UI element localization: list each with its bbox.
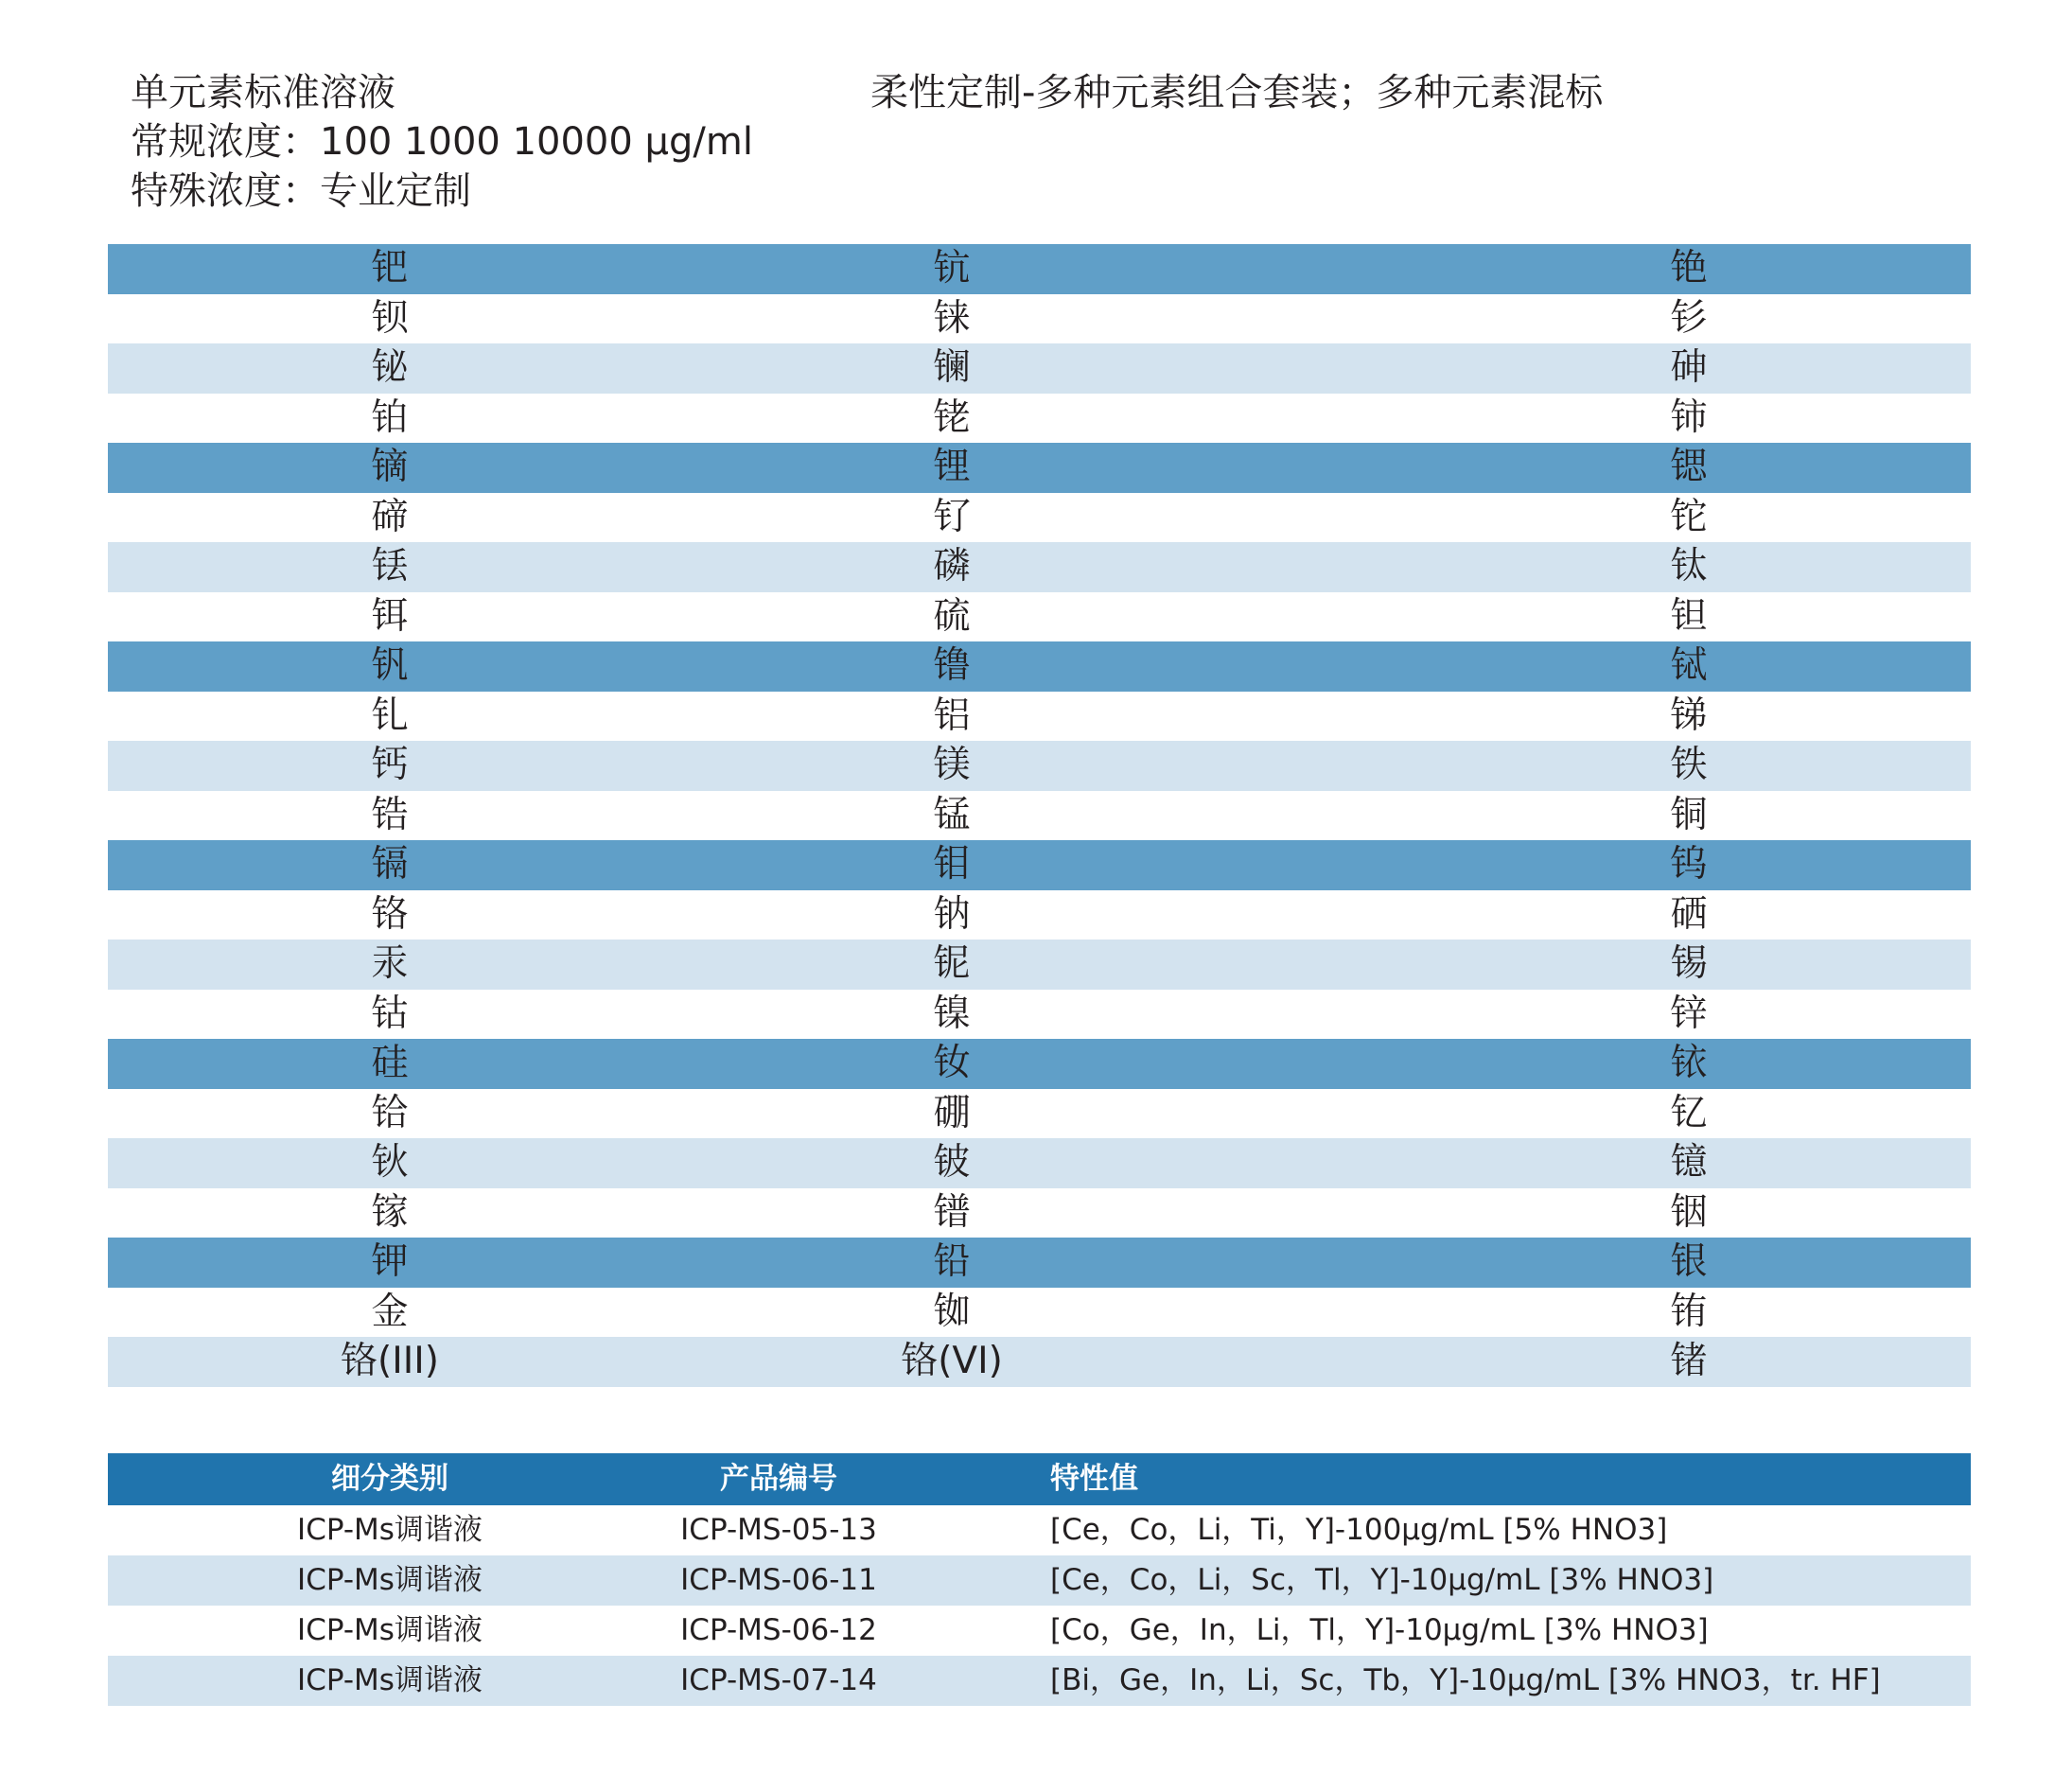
element-cell: 碲 xyxy=(371,495,409,538)
product-characteristic: [Co，Ge，In，Li，Tl，Y]-10μg/mL [3% HNO3] xyxy=(1050,1613,1709,1647)
element-cell: 铱 xyxy=(1670,1042,1708,1084)
product-category: ICP-Ms调谐液 xyxy=(297,1613,483,1647)
element-cell: 钐 xyxy=(1670,296,1708,340)
element-cell: 钨 xyxy=(1670,843,1708,886)
product-row xyxy=(108,1555,1971,1606)
element-cell: 钠 xyxy=(933,892,971,936)
element-cell: 钼 xyxy=(933,843,971,886)
element-cell: 锗 xyxy=(1670,1340,1708,1382)
element-cell: 铒 xyxy=(371,594,409,638)
element-cell: 锌 xyxy=(1670,992,1708,1035)
element-cell: 砷 xyxy=(1670,346,1708,389)
element-cell: 锰 xyxy=(933,793,971,836)
element-cell: 钕 xyxy=(933,1042,971,1084)
element-cell: 镍 xyxy=(933,992,971,1035)
element-cell: 钴 xyxy=(371,992,409,1035)
element-cell: 钆 xyxy=(371,694,409,737)
header-regular-concentration: 常规浓度：100 1000 10000 μg/ml xyxy=(131,120,753,164)
element-row xyxy=(108,1238,1971,1288)
product-code: ICP-MS-06-12 xyxy=(680,1613,877,1647)
header-title: 单元素标准溶液 xyxy=(131,71,395,114)
element-cell: 铪 xyxy=(371,1091,409,1134)
element-cell: 硫 xyxy=(933,594,971,638)
header-special-concentration: 特殊浓度：专业定制 xyxy=(131,169,471,213)
element-cell: 钪 xyxy=(933,247,971,290)
element-cell: 铷 xyxy=(933,1290,971,1333)
element-cell: 镁 xyxy=(933,744,971,786)
element-cell: 硒 xyxy=(1670,892,1708,936)
element-cell: 钌 xyxy=(933,495,971,538)
element-cell: 铅 xyxy=(933,1240,971,1283)
header-characteristic: 特性值 xyxy=(1050,1462,1138,1496)
element-cell: 镨 xyxy=(933,1190,971,1234)
product-code: ICP-MS-05-13 xyxy=(680,1513,877,1547)
header-right xyxy=(870,68,1603,117)
element-cell: 钯 xyxy=(371,247,409,290)
element-row xyxy=(108,641,1971,692)
product-row xyxy=(108,1505,1971,1555)
element-row xyxy=(108,741,1971,791)
element-cell: 铬 xyxy=(371,892,409,936)
product-category: ICP-Ms调谐液 xyxy=(297,1513,483,1547)
element-cell: 磷 xyxy=(933,545,971,588)
element-cell: 铈 xyxy=(1670,395,1708,439)
element-cell: 钇 xyxy=(1670,1091,1708,1134)
element-cell: 铝 xyxy=(933,694,971,737)
element-row xyxy=(108,990,1971,1040)
element-cell: 镥 xyxy=(933,644,971,687)
element-cell: 锆 xyxy=(371,793,409,836)
element-cell: 镓 xyxy=(371,1190,409,1234)
element-cell: 铽 xyxy=(1670,644,1708,687)
header-left xyxy=(131,68,753,216)
element-cell: 铬(VI) xyxy=(901,1340,1003,1382)
product-code: ICP-MS-06-11 xyxy=(680,1563,877,1597)
product-category: ICP-Ms调谐液 xyxy=(297,1563,483,1597)
element-cell: 锶 xyxy=(1670,446,1708,488)
element-cell: 铑 xyxy=(933,395,971,439)
header-product-code: 产品编号 xyxy=(720,1462,837,1496)
product-row xyxy=(108,1606,1971,1656)
element-cell: 镧 xyxy=(933,346,971,389)
element-cell: 铌 xyxy=(933,942,971,985)
element-cell: 锡 xyxy=(1670,942,1708,985)
element-cell: 铁 xyxy=(1670,744,1708,786)
element-cell: 钾 xyxy=(371,1240,409,1283)
element-cell: 金 xyxy=(371,1290,409,1333)
element-cell: 钙 xyxy=(371,744,409,786)
element-row xyxy=(108,940,1971,990)
element-row xyxy=(108,493,1971,543)
product-characteristic: [Ce，Co，Li，Sc，Tl，Y]-10μg/mL [3% HNO3] xyxy=(1050,1563,1714,1597)
element-cell: 钒 xyxy=(371,644,409,687)
element-cell: 铊 xyxy=(1670,495,1708,538)
element-cell: 铥 xyxy=(371,545,409,588)
product-table xyxy=(108,1453,1971,1706)
element-cell: 镝 xyxy=(371,446,409,488)
element-row xyxy=(108,1288,1971,1338)
element-row xyxy=(108,592,1971,642)
element-cell: 锑 xyxy=(1670,694,1708,737)
element-cell: 汞 xyxy=(371,942,409,985)
element-row xyxy=(108,1188,1971,1238)
product-category: ICP-Ms调谐液 xyxy=(297,1663,483,1697)
product-table-header xyxy=(108,1453,1971,1505)
element-cell: 银 xyxy=(1670,1240,1708,1283)
product-row xyxy=(108,1656,1971,1706)
element-cell: 钡 xyxy=(371,296,409,340)
element-row xyxy=(108,890,1971,940)
element-cell: 铕 xyxy=(1670,1290,1708,1333)
product-characteristic: [Ce，Co，Li，Ti，Y]-100μg/mL [5% HNO3] xyxy=(1050,1513,1668,1547)
element-cell: 硅 xyxy=(371,1042,409,1084)
product-code: ICP-MS-07-14 xyxy=(680,1663,877,1697)
header-category: 细分类别 xyxy=(331,1462,448,1496)
element-cell: 铟 xyxy=(1670,1190,1708,1234)
element-cell: 锂 xyxy=(933,446,971,488)
element-row xyxy=(108,1138,1971,1188)
product-characteristic: [Bi，Ge，In，Li，Sc，Tb，Y]-10μg/mL [3% HNO3，tr. HF] xyxy=(1050,1663,1881,1697)
element-row xyxy=(108,294,1971,344)
element-row xyxy=(108,244,1971,294)
element-cell: 铯 xyxy=(1670,247,1708,290)
element-row xyxy=(108,343,1971,394)
element-cell: 铋 xyxy=(371,346,409,389)
element-cell: 钛 xyxy=(1670,545,1708,588)
element-cell: 铍 xyxy=(933,1141,971,1184)
element-cell: 铼 xyxy=(933,296,971,340)
product-table-body xyxy=(108,1505,1971,1706)
element-row xyxy=(108,542,1971,592)
header-custom-note: 柔性定制-多种元素组合套装；多种元素混标 xyxy=(870,71,1604,114)
element-cell: 镉 xyxy=(371,843,409,886)
element-cell: 镱 xyxy=(1670,1141,1708,1184)
element-row xyxy=(108,692,1971,742)
element-cell: 硼 xyxy=(933,1091,971,1134)
element-row xyxy=(108,1337,1971,1387)
element-table xyxy=(108,244,1971,1387)
element-row xyxy=(108,791,1971,841)
element-row xyxy=(108,840,1971,890)
element-cell: 钽 xyxy=(1670,594,1708,638)
element-cell: 铬(III) xyxy=(341,1340,439,1382)
element-row xyxy=(108,1039,1971,1089)
element-cell: 铂 xyxy=(371,395,409,439)
element-row xyxy=(108,1089,1971,1139)
element-row xyxy=(108,443,1971,493)
element-row xyxy=(108,394,1971,444)
element-cell: 铜 xyxy=(1670,793,1708,836)
element-cell: 钬 xyxy=(371,1141,409,1184)
